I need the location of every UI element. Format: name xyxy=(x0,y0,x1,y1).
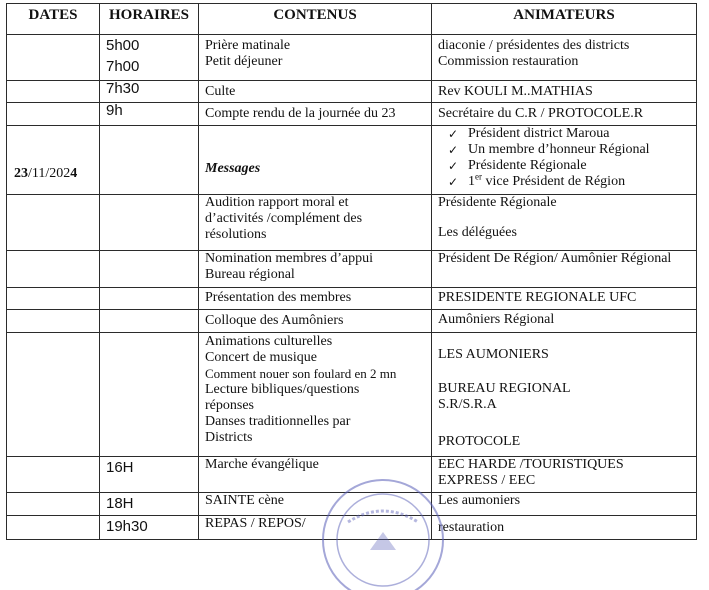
animator-cell: PRESIDENTE REGIONALE UFC xyxy=(432,288,697,310)
table-row xyxy=(7,81,697,103)
hour-cell xyxy=(100,310,199,333)
animator-cell: EEC HARDE /TOURISTIQUES EXPRESS / EEC xyxy=(432,457,697,493)
date-cell xyxy=(7,251,100,288)
animator-cell: Présidente Régionale Les déléguées xyxy=(432,195,697,251)
content-cell: REPAS / REPOS/ xyxy=(199,516,432,540)
content-cell: Nomination membres d’appui Bureau régional xyxy=(199,251,432,288)
hour-cell xyxy=(100,126,199,195)
check-item: ✓ Un membre d’honneur Régional xyxy=(468,142,696,158)
content-cell: Animations culturelles Concert de musique Comment nouer son foulard en 2 mn Lecture bibliques/questions réponses Danses traditionnelles par Districts xyxy=(199,333,432,457)
header-contenus: CONTENUS xyxy=(199,4,432,35)
table-row xyxy=(7,310,697,333)
table-row xyxy=(7,288,697,310)
header-dates: DATES xyxy=(7,4,100,35)
date-cell xyxy=(7,103,100,126)
table-row xyxy=(7,35,697,81)
content-cell: SAINTE cène xyxy=(199,493,432,516)
content-cell: Audition rapport moral et d’activités /complément des résolutions xyxy=(199,195,432,251)
date-cell xyxy=(7,493,100,516)
checklist xyxy=(438,126,696,190)
hour-cell xyxy=(100,195,199,251)
program-table xyxy=(6,3,697,540)
date-cell xyxy=(7,35,100,81)
date-cell xyxy=(7,516,100,540)
hour-cell: 7h30 xyxy=(100,81,199,103)
animator-cell: Président De Région/ Aumônier Régional xyxy=(432,251,697,288)
header-animateurs: ANIMATEURS xyxy=(432,4,697,35)
animator-cell: LES AUMONIERS BUREAU REGIONAL S.R/S.R.A PROTOCOLE xyxy=(432,333,697,457)
hour-cell xyxy=(100,333,199,457)
animator-cell: Les aumoniers xyxy=(432,493,697,516)
table-row xyxy=(7,251,697,288)
date-label: 23/11/2024 xyxy=(14,166,78,181)
animator-cell xyxy=(432,126,697,195)
animator-cell: Rev KOULI M..MATHIAS xyxy=(432,81,697,103)
date-cell xyxy=(7,126,100,195)
header-horaires: HORAIRES xyxy=(100,4,199,35)
table-row xyxy=(7,457,697,493)
check-item: ✓ Présidente Régionale xyxy=(468,158,696,174)
animator-cell: diaconie / présidentes des districts Commission restauration xyxy=(432,35,697,81)
date-cell xyxy=(7,333,100,457)
content-cell: Culte xyxy=(199,81,432,103)
hour-cell: 5h00 7h00 xyxy=(100,35,199,81)
animator-cell: restauration xyxy=(432,516,697,540)
content-cell: Messages xyxy=(199,126,432,195)
animator-cell: Secrétaire du C.R / PROTOCOLE.R xyxy=(432,103,697,126)
content-cell: Marche évangélique xyxy=(199,457,432,493)
animator-cell: Aumôniers Régional xyxy=(432,310,697,333)
table-row xyxy=(7,333,697,457)
check-item: ✓ 1er vice Président de Région xyxy=(468,174,696,190)
check-item: ✓ Président district Maroua xyxy=(468,126,696,142)
table-header-row xyxy=(7,4,697,35)
date-cell xyxy=(7,310,100,333)
content-cell: Présentation des membres xyxy=(199,288,432,310)
hour-cell: 19h30 xyxy=(100,516,199,540)
table-row xyxy=(7,103,697,126)
hour-cell: 16H xyxy=(100,457,199,493)
hour-cell: 18H xyxy=(100,493,199,516)
table-row xyxy=(7,516,697,540)
hour-cell: 9h xyxy=(100,103,199,126)
content-cell: Colloque des Aumôniers xyxy=(199,310,432,333)
hour-cell xyxy=(100,251,199,288)
date-cell xyxy=(7,288,100,310)
table-row xyxy=(7,126,697,195)
date-cell xyxy=(7,457,100,493)
content-cell: Prière matinale Petit déjeuner xyxy=(199,35,432,81)
content-cell: Compte rendu de la journée du 23 xyxy=(199,103,432,126)
table-row xyxy=(7,493,697,516)
table-row xyxy=(7,195,697,251)
date-cell xyxy=(7,81,100,103)
date-cell xyxy=(7,195,100,251)
hour-cell xyxy=(100,288,199,310)
